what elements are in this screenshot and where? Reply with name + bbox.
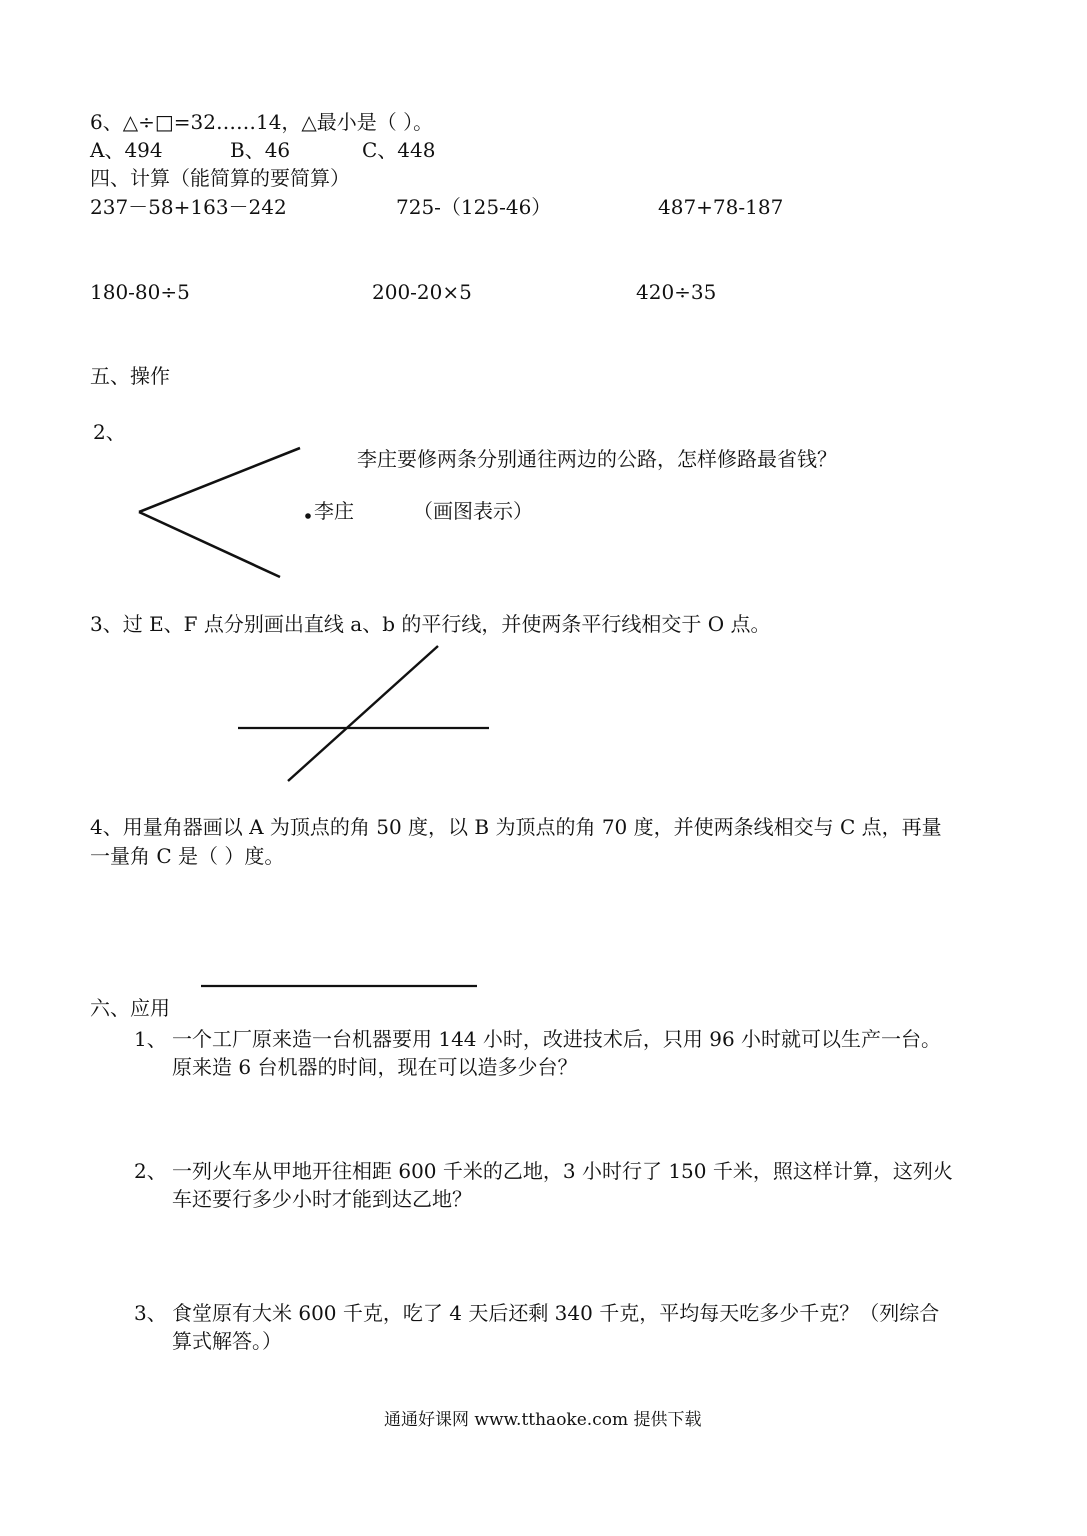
option-a: A、494 [90, 138, 163, 162]
question-6-stem: 6、△÷□=32……14，△最小是（ ）。 [90, 110, 434, 134]
option-b: B、46 [230, 138, 291, 162]
question-2-text: 李庄要修两条分别通往两边的公路，怎样修路最省钱？ [357, 447, 837, 471]
problem-3-line-1: 食堂原有大米 600 千克，吃了 4 天后还剩 340 千克，平均每天吃多少千克？（列综合 [172, 1301, 940, 1325]
calc-5: 200-20×5 [372, 280, 472, 304]
road-lower-line [139, 512, 280, 577]
question-3-text: 3、过 E、F 点分别画出直线 a、b 的平行线，并使两条平行线相交于 O 点。 [90, 612, 771, 636]
problem-3-number: 3、 [134, 1301, 167, 1325]
line-b [288, 646, 438, 781]
footer-credit: 通通好课网 www.tthaoke.com 提供下载 [384, 1410, 702, 1430]
option-c: C、448 [362, 138, 436, 162]
road-upper-line [139, 448, 300, 512]
draw-hint: （画图表示） [413, 499, 533, 523]
calc-4: 180-80÷5 [90, 280, 190, 304]
calc-1: 237－58+163－242 [90, 195, 287, 219]
question-4-line-2: 一量角 C 是（ ）度。 [90, 844, 285, 868]
calc-2: 725-（125-46） [396, 195, 552, 219]
problem-2-line-1: 一列火车从甲地开往相距 600 千米的乙地，3 小时行了 150 千米，照这样计算，这列火 [172, 1159, 953, 1183]
problem-1-number: 1、 [134, 1027, 167, 1051]
problem-1-line-1: 一个工厂原来造一台机器要用 144 小时，改进技术后，只用 96 小时就可以生产一台。 [172, 1027, 942, 1051]
section-5-title: 五、操作 [90, 364, 170, 388]
section-6-title: 六、应用 [90, 996, 170, 1020]
calc-3: 487+78-187 [658, 195, 784, 219]
problem-1-line-2: 原来造 6 台机器的时间，现在可以造多少台？ [172, 1055, 578, 1079]
problem-2-line-2: 车还要行多少小时才能到达乙地？ [172, 1187, 472, 1211]
lizhuang-label: 李庄 [314, 499, 354, 523]
question-2-number: 2、 [93, 420, 126, 444]
section-4-title: 四、计算（能简算的要简算） [90, 166, 350, 190]
question-4-line-1: 4、用量角器画以 A 为顶点的角 50 度，以 B 为顶点的角 70 度，并使两条线相交与 C 点，再量 [90, 815, 942, 839]
problem-2-number: 2、 [134, 1159, 167, 1183]
lizhuang-point [305, 513, 311, 519]
problem-3-line-2: 算式解答。） [172, 1329, 282, 1353]
calc-6: 420÷35 [636, 280, 717, 304]
